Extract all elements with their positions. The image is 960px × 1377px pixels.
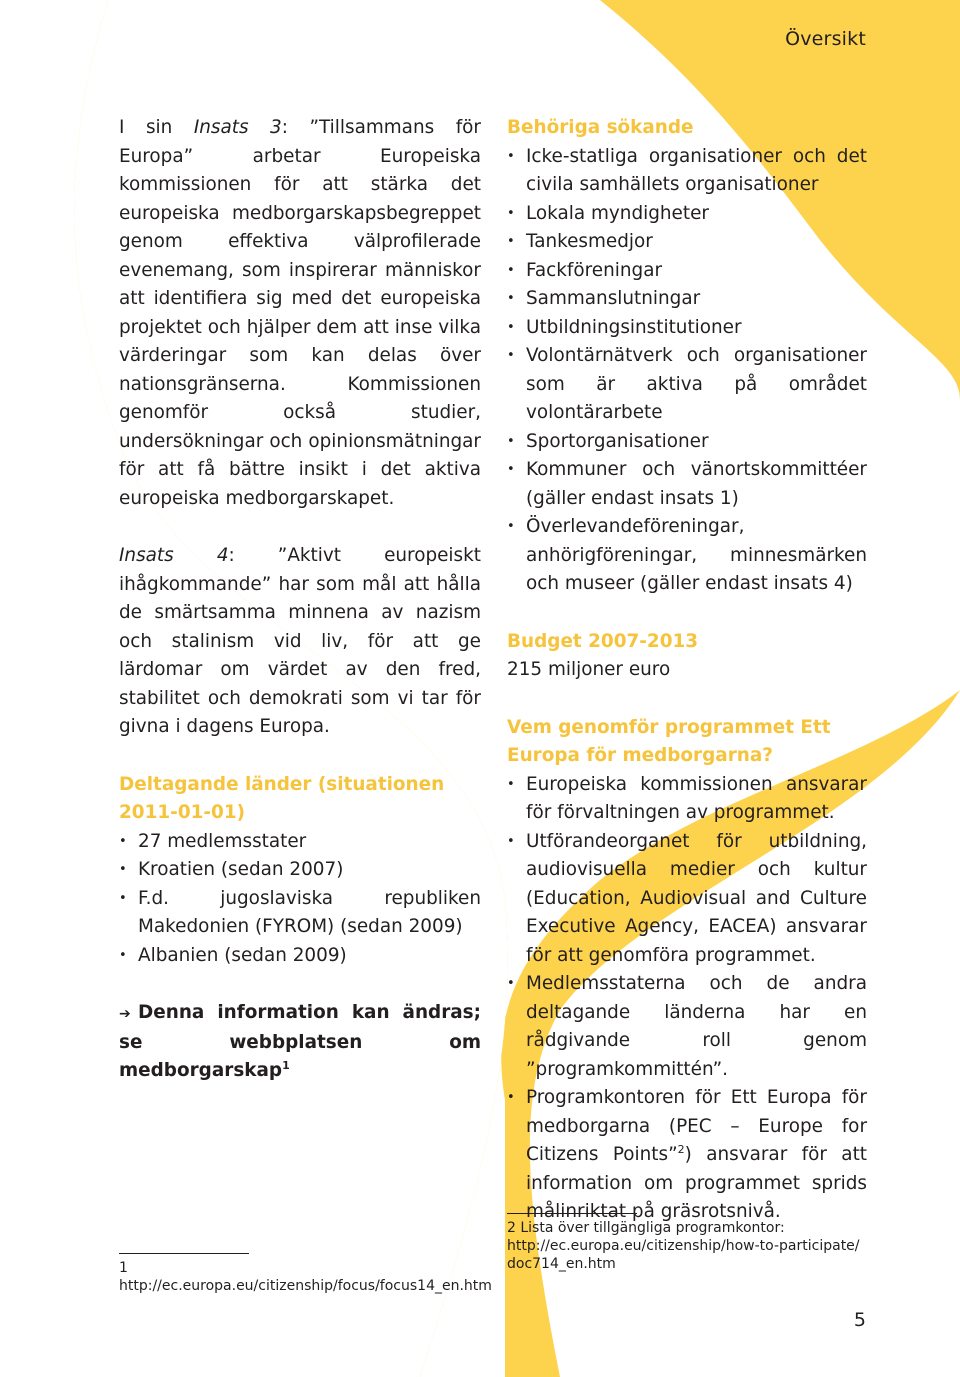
footnote-rule	[119, 1253, 249, 1254]
footnote-1	[119, 1253, 499, 1295]
list-item: • Medlemsstaterna och de andra deltagande länderna har en rådgivande roll genom ”programkommittén”.	[507, 970, 867, 1084]
list-item: • Tankesmedjor	[507, 228, 867, 257]
page-number: 5	[853, 1309, 866, 1331]
countries-heading: Deltagande länder (situationen 2011-01-01)	[119, 773, 445, 823]
list-item: • 27 medlemsstater	[119, 828, 481, 857]
footnote-2-label: 2 Lista över tillgängliga programkontor:	[507, 1220, 785, 1236]
applicants-heading: Behöriga sökande	[507, 117, 694, 138]
list-item: • Europeiska kommissionen ansvarar för förvaltningen av programmet.	[507, 771, 867, 828]
list-item: • Volontärnätverk och organisationer som är aktiva på området volontärarbete	[507, 342, 867, 428]
footnote-ref: 2	[677, 1142, 685, 1156]
countries-list	[119, 828, 481, 971]
list-item: • Överlevandeföreningar, anhörigföreningar, minnesmärken och museer (gäller endast insats 4)	[507, 513, 867, 599]
list-item: • Utförandeorganet för utbildning, audiovisuella medier och kultur (Education, Audiovisual and Culture Executive Agency, EACEA) ansvarar för att genomföra programmet.	[507, 828, 867, 971]
list-item: • Utbildningsinstitutioner	[507, 314, 867, 343]
list-item: • Fackföreningar	[507, 257, 867, 286]
list-item: • Programkontoren för Ett Europa för medborgarna (PEC – Europe for Citizens Points”$^2$) ansvarar för att information om programmet sprids målinriktat på gräsrotsnivå.	[507, 1084, 867, 1227]
who-list	[507, 771, 867, 1227]
footnote-2-url[interactable]: http://ec.europa.eu/citizenship/how-to-participate/	[507, 1238, 860, 1254]
footnote-1-text[interactable]: 1 http://ec.europa.eu/citizenship/focus/focus14_en.htm	[119, 1260, 492, 1294]
list-item: • F.d. jugoslaviska republiken Makedonien (FYROM) (sedan 2009)	[119, 885, 481, 942]
right-column	[507, 114, 867, 1227]
section-header: Översikt	[785, 28, 866, 50]
notice-text: Denna information kan ändras; se webbplatsen om medborgarskap	[119, 1002, 481, 1081]
applicants-list	[507, 143, 867, 599]
list-item: • Kroatien (sedan 2007)	[119, 856, 481, 885]
left-column	[119, 114, 481, 1086]
who-heading: Vem genomför programmet Ett Europa för medborgarna?	[507, 716, 831, 766]
list-item: • Icke-statliga organisationer och det civila samhällets organisationer	[507, 143, 867, 200]
footnote-2	[507, 1213, 867, 1273]
notice-link[interactable]	[119, 999, 481, 1086]
budget-value: 215 miljoner euro	[507, 659, 671, 680]
list-item: • Lokala myndigheter	[507, 200, 867, 229]
insats-3-paragraph: I sin Insats 3: ”Tillsammans för Europa” arbetar Europeiska kommissionen för att stärka det europeiska medborgarskapsbegreppet genom effektiva välprofilerade evenemang, som inspirerar människor att identifiera sig med det europeiska projektet och hjälper dem att inse vilka värderingar som kan delas över nationsgränserna. Kommissionen genomför också studier, undersökningar och opinionsmätningar för att få bättre insikt i det aktiva europeiska medborgarskapet.	[119, 117, 481, 509]
budget-heading: Budget 2007-2013	[507, 630, 699, 652]
list-item: • Sportorganisationer	[507, 428, 867, 457]
arrow-right-icon: ➔	[119, 1006, 131, 1022]
list-item: • Kommuner och vänortskommittéer (gäller endast insats 1)	[507, 456, 867, 513]
list-item: • Albanien (sedan 2009)	[119, 942, 481, 971]
list-item: • Sammanslutningar	[507, 285, 867, 314]
footnote-ref: 1	[282, 1058, 290, 1072]
insats-4-paragraph: Insats 4: ”Aktivt europeiskt ihågkommande” har som mål att hålla de smärtsamma minnena av nazism och stalinism vid liv, för att ge lärdomar om värdet av den fred, stabilitet och demokrati som vi tar för givna i dagens Europa.	[119, 545, 481, 737]
footnote-2-url-cont[interactable]: doc714_en.htm	[507, 1256, 616, 1272]
footnote-rule	[507, 1213, 637, 1214]
